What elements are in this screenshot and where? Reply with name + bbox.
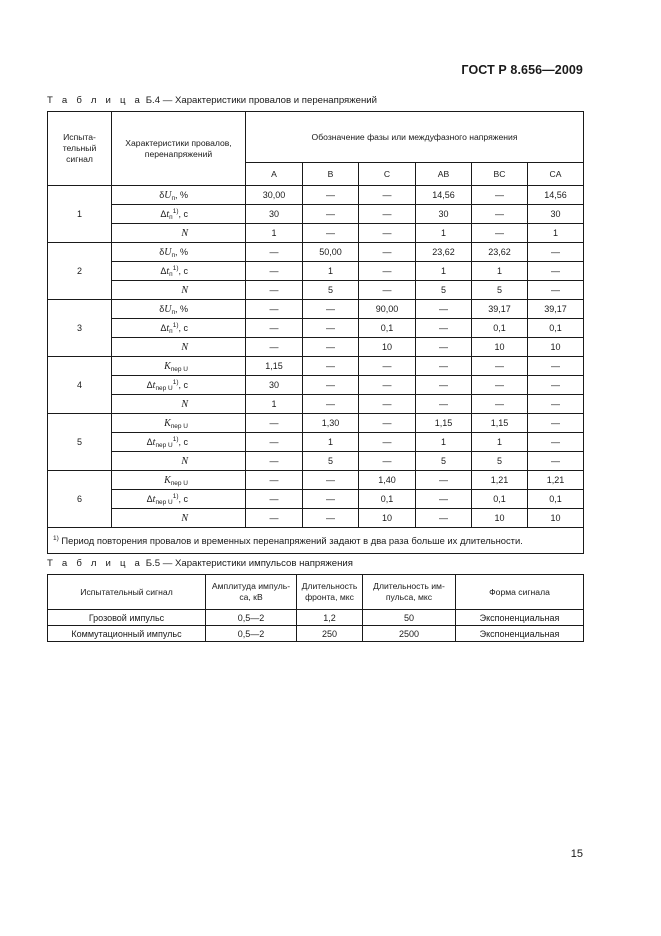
value-cell: — — [416, 490, 472, 509]
value-cell: — — [303, 300, 359, 319]
value-cell: 1 — [472, 433, 528, 452]
value-cell: 0,1 — [472, 319, 528, 338]
value-cell: 1 — [416, 433, 472, 452]
footnote-cell — [48, 528, 584, 554]
table-b5-cell: Экспоненциальная — [456, 610, 584, 626]
value-cell: 1,15 — [246, 357, 303, 376]
value-cell: — — [303, 509, 359, 528]
value-cell: 39,17 — [528, 300, 584, 319]
value-cell: — — [303, 395, 359, 414]
value-cell: — — [416, 300, 472, 319]
footnote-mark: 1) — [53, 535, 59, 542]
value-cell: — — [528, 281, 584, 300]
value-cell: — — [472, 395, 528, 414]
col-header-signal: Испыта- тельный сигнал — [48, 112, 112, 186]
phase-header-a: A — [246, 163, 303, 186]
value-cell: 1 — [303, 262, 359, 281]
value-cell: 10 — [359, 338, 416, 357]
characteristic-cell: $\Delta t_{пер U}^{1)}$, с — [112, 376, 246, 395]
footnote-ref: 1) — [172, 321, 179, 329]
characteristic-cell: N — [112, 338, 246, 357]
phase-header-ab: AB — [416, 163, 472, 186]
table-b5-cell: Коммутационный импульс — [48, 626, 206, 642]
table-b5-cell: 1,2 — [297, 610, 363, 626]
characteristic-cell: N — [112, 224, 246, 243]
footnote-ref: 1) — [172, 435, 179, 443]
value-cell: — — [359, 357, 416, 376]
value-cell: — — [246, 262, 303, 281]
value-cell: — — [246, 319, 303, 338]
value-cell: — — [528, 376, 584, 395]
value-cell: 1,40 — [359, 471, 416, 490]
value-cell: — — [246, 243, 303, 262]
value-cell: — — [359, 433, 416, 452]
value-cell: 1 — [303, 433, 359, 452]
table-row — [48, 224, 584, 243]
value-cell: 5 — [472, 452, 528, 471]
table-row — [48, 338, 584, 357]
table-b5-cell: Экспоненциальная — [456, 626, 584, 642]
value-cell: — — [359, 376, 416, 395]
signal-number: 1 — [48, 186, 112, 243]
value-cell: 1,15 — [472, 414, 528, 433]
value-cell: — — [472, 357, 528, 376]
value-cell: 90,00 — [359, 300, 416, 319]
col-header-phases: Обозначение фазы или междуфазного напряжения — [246, 112, 584, 163]
table-b5-cell: 2500 — [363, 626, 456, 642]
value-cell: — — [246, 490, 303, 509]
table4-caption — [47, 95, 377, 106]
value-cell: 1 — [246, 224, 303, 243]
value-cell: — — [416, 338, 472, 357]
table-b5-header-2: Длительность фронта, мкс — [297, 575, 363, 610]
value-cell: 5 — [416, 281, 472, 300]
characteristic-cell: N — [112, 281, 246, 300]
value-cell: — — [246, 509, 303, 528]
phase-header-ca: CA — [528, 163, 584, 186]
value-cell: — — [246, 433, 303, 452]
value-cell: — — [303, 338, 359, 357]
value-cell: — — [359, 224, 416, 243]
col-header-characteristics: Характеристики провалов, перенапряжений — [112, 112, 246, 186]
table-b5-cell: 50 — [363, 610, 456, 626]
value-cell: 23,62 — [472, 243, 528, 262]
value-cell: 10 — [528, 509, 584, 528]
value-cell: — — [528, 433, 584, 452]
table-row — [48, 509, 584, 528]
characteristic-cell: $\delta U_п$, % — [112, 186, 246, 205]
value-cell: — — [246, 471, 303, 490]
value-cell: 50,00 — [303, 243, 359, 262]
table5-caption — [47, 558, 353, 569]
value-cell: 5 — [303, 281, 359, 300]
table-row — [48, 414, 584, 433]
value-cell: — — [359, 395, 416, 414]
signal-number: 6 — [48, 471, 112, 528]
value-cell: 1 — [416, 224, 472, 243]
value-cell: 10 — [472, 509, 528, 528]
table4-caption-label: Т а б л и ц а — [47, 95, 144, 106]
table-row — [48, 300, 584, 319]
table-b4-body — [48, 186, 584, 554]
phase-header-c: C — [359, 163, 416, 186]
table-row — [48, 433, 584, 452]
value-cell: — — [303, 471, 359, 490]
table-row — [48, 262, 584, 281]
value-cell: — — [416, 319, 472, 338]
table-b5-header-4: Форма сигнала — [456, 575, 584, 610]
table-row — [48, 319, 584, 338]
value-cell: — — [416, 376, 472, 395]
table-row — [48, 471, 584, 490]
signal-number: 4 — [48, 357, 112, 414]
value-cell: 0,1 — [359, 319, 416, 338]
footnote-text: Период повторения провалов и временных перенапряжений задают в два раза больше их длительности. — [61, 535, 523, 546]
value-cell: 5 — [416, 452, 472, 471]
value-cell: — — [528, 357, 584, 376]
phase-header-b: B — [303, 163, 359, 186]
value-cell: 14,56 — [416, 186, 472, 205]
value-cell: — — [416, 357, 472, 376]
value-cell: — — [359, 281, 416, 300]
value-cell: — — [246, 452, 303, 471]
table-row — [48, 610, 584, 626]
table-b5-header-row — [48, 575, 584, 610]
table-b5-header-0: Испытательный сигнал — [48, 575, 206, 610]
value-cell: 30 — [528, 205, 584, 224]
value-cell: 1 — [416, 262, 472, 281]
value-cell: — — [472, 205, 528, 224]
table-row — [48, 452, 584, 471]
value-cell: — — [359, 262, 416, 281]
value-cell: — — [359, 452, 416, 471]
characteristic-cell: $K_{пер U}$ — [112, 414, 246, 433]
value-cell: — — [472, 224, 528, 243]
characteristic-cell: $\Delta t_п^{1)}$, с — [112, 262, 246, 281]
value-cell: — — [359, 414, 416, 433]
table-row — [48, 205, 584, 224]
table-b4 — [47, 111, 584, 554]
value-cell: — — [303, 376, 359, 395]
value-cell: — — [359, 186, 416, 205]
signal-number: 2 — [48, 243, 112, 300]
value-cell: 1 — [472, 262, 528, 281]
characteristic-cell: N — [112, 395, 246, 414]
value-cell: — — [303, 490, 359, 509]
value-cell: 30,00 — [246, 186, 303, 205]
table-b5 — [47, 574, 584, 642]
value-cell: 5 — [472, 281, 528, 300]
table-row — [48, 186, 584, 205]
value-cell: — — [303, 319, 359, 338]
value-cell: — — [303, 224, 359, 243]
value-cell: 1 — [246, 395, 303, 414]
value-cell: — — [246, 338, 303, 357]
value-cell: 10 — [359, 509, 416, 528]
value-cell: — — [472, 376, 528, 395]
table4-caption-text: Б.4 — Характеристики провалов и перенапряжений — [145, 95, 378, 106]
table-row — [48, 626, 584, 642]
value-cell: — — [528, 452, 584, 471]
characteristic-cell: $\Delta t_{пер U}^{1)}$, с — [112, 433, 246, 452]
value-cell: — — [303, 186, 359, 205]
value-cell: — — [528, 414, 584, 433]
value-cell: — — [246, 281, 303, 300]
characteristic-cell: $K_{пер U}$ — [112, 357, 246, 376]
value-cell: — — [528, 243, 584, 262]
value-cell: 1,21 — [528, 471, 584, 490]
table-b5-cell: 250 — [297, 626, 363, 642]
table-b5-body — [48, 610, 584, 642]
table-b5-cell: 0,5—2 — [206, 610, 297, 626]
value-cell: 10 — [528, 338, 584, 357]
characteristic-cell: $K_{пер U}$ — [112, 471, 246, 490]
phase-header-bc: BC — [472, 163, 528, 186]
value-cell: 1 — [528, 224, 584, 243]
characteristic-cell: $\delta U_п$, % — [112, 300, 246, 319]
value-cell: 14,56 — [528, 186, 584, 205]
table5-caption-text: Б.5 — Характеристики импульсов напряжения — [145, 558, 353, 569]
value-cell: 23,62 — [416, 243, 472, 262]
page-number: 15 — [570, 848, 583, 860]
characteristic-cell: N — [112, 509, 246, 528]
value-cell: 30 — [246, 376, 303, 395]
value-cell: — — [416, 471, 472, 490]
table-b5-cell: Грозовой импульс — [48, 610, 206, 626]
table-row — [48, 490, 584, 509]
value-cell: 0,1 — [359, 490, 416, 509]
value-cell: 1,15 — [416, 414, 472, 433]
table-b5-cell: 0,5—2 — [206, 626, 297, 642]
footnote-ref: 1) — [172, 264, 179, 272]
value-cell: 10 — [472, 338, 528, 357]
characteristic-cell: $\Delta t_п^{1)}$, с — [112, 319, 246, 338]
value-cell: 0,1 — [472, 490, 528, 509]
value-cell: 1,21 — [472, 471, 528, 490]
value-cell: — — [359, 243, 416, 262]
value-cell: — — [528, 395, 584, 414]
value-cell: 1,30 — [303, 414, 359, 433]
value-cell: — — [303, 205, 359, 224]
table-row — [48, 376, 584, 395]
value-cell: 30 — [416, 205, 472, 224]
footnote-row — [48, 528, 584, 554]
value-cell: — — [359, 205, 416, 224]
value-cell: — — [246, 300, 303, 319]
characteristic-cell: $\Delta t_{пер U}^{1)}$, с — [112, 490, 246, 509]
value-cell: 30 — [246, 205, 303, 224]
table5-caption-label: Т а б л и ц а — [47, 558, 144, 569]
value-cell: — — [472, 186, 528, 205]
value-cell: 0,1 — [528, 319, 584, 338]
value-cell: — — [303, 357, 359, 376]
value-cell: — — [416, 395, 472, 414]
standard-number: ГОСТ Р 8.656—2009 — [461, 63, 583, 77]
characteristic-cell: $\Delta t_п^{1)}$, с — [112, 205, 246, 224]
value-cell: — — [246, 414, 303, 433]
characteristic-cell: $\delta U_п$, % — [112, 243, 246, 262]
signal-number: 5 — [48, 414, 112, 471]
footnote-ref: 1) — [172, 378, 179, 386]
value-cell: — — [528, 262, 584, 281]
table-b5-header-3: Длительность им- пульса, мкс — [363, 575, 456, 610]
table-row — [48, 243, 584, 262]
table-row — [48, 395, 584, 414]
table-row — [48, 357, 584, 376]
value-cell: 39,17 — [472, 300, 528, 319]
table-row — [48, 281, 584, 300]
value-cell: — — [416, 509, 472, 528]
table-b5-header-1: Амплитуда импуль- са, кВ — [206, 575, 297, 610]
characteristic-cell: N — [112, 452, 246, 471]
signal-number: 3 — [48, 300, 112, 357]
footnote-ref: 1) — [172, 492, 179, 500]
value-cell: 0,1 — [528, 490, 584, 509]
footnote-ref: 1) — [172, 207, 179, 215]
value-cell: 5 — [303, 452, 359, 471]
